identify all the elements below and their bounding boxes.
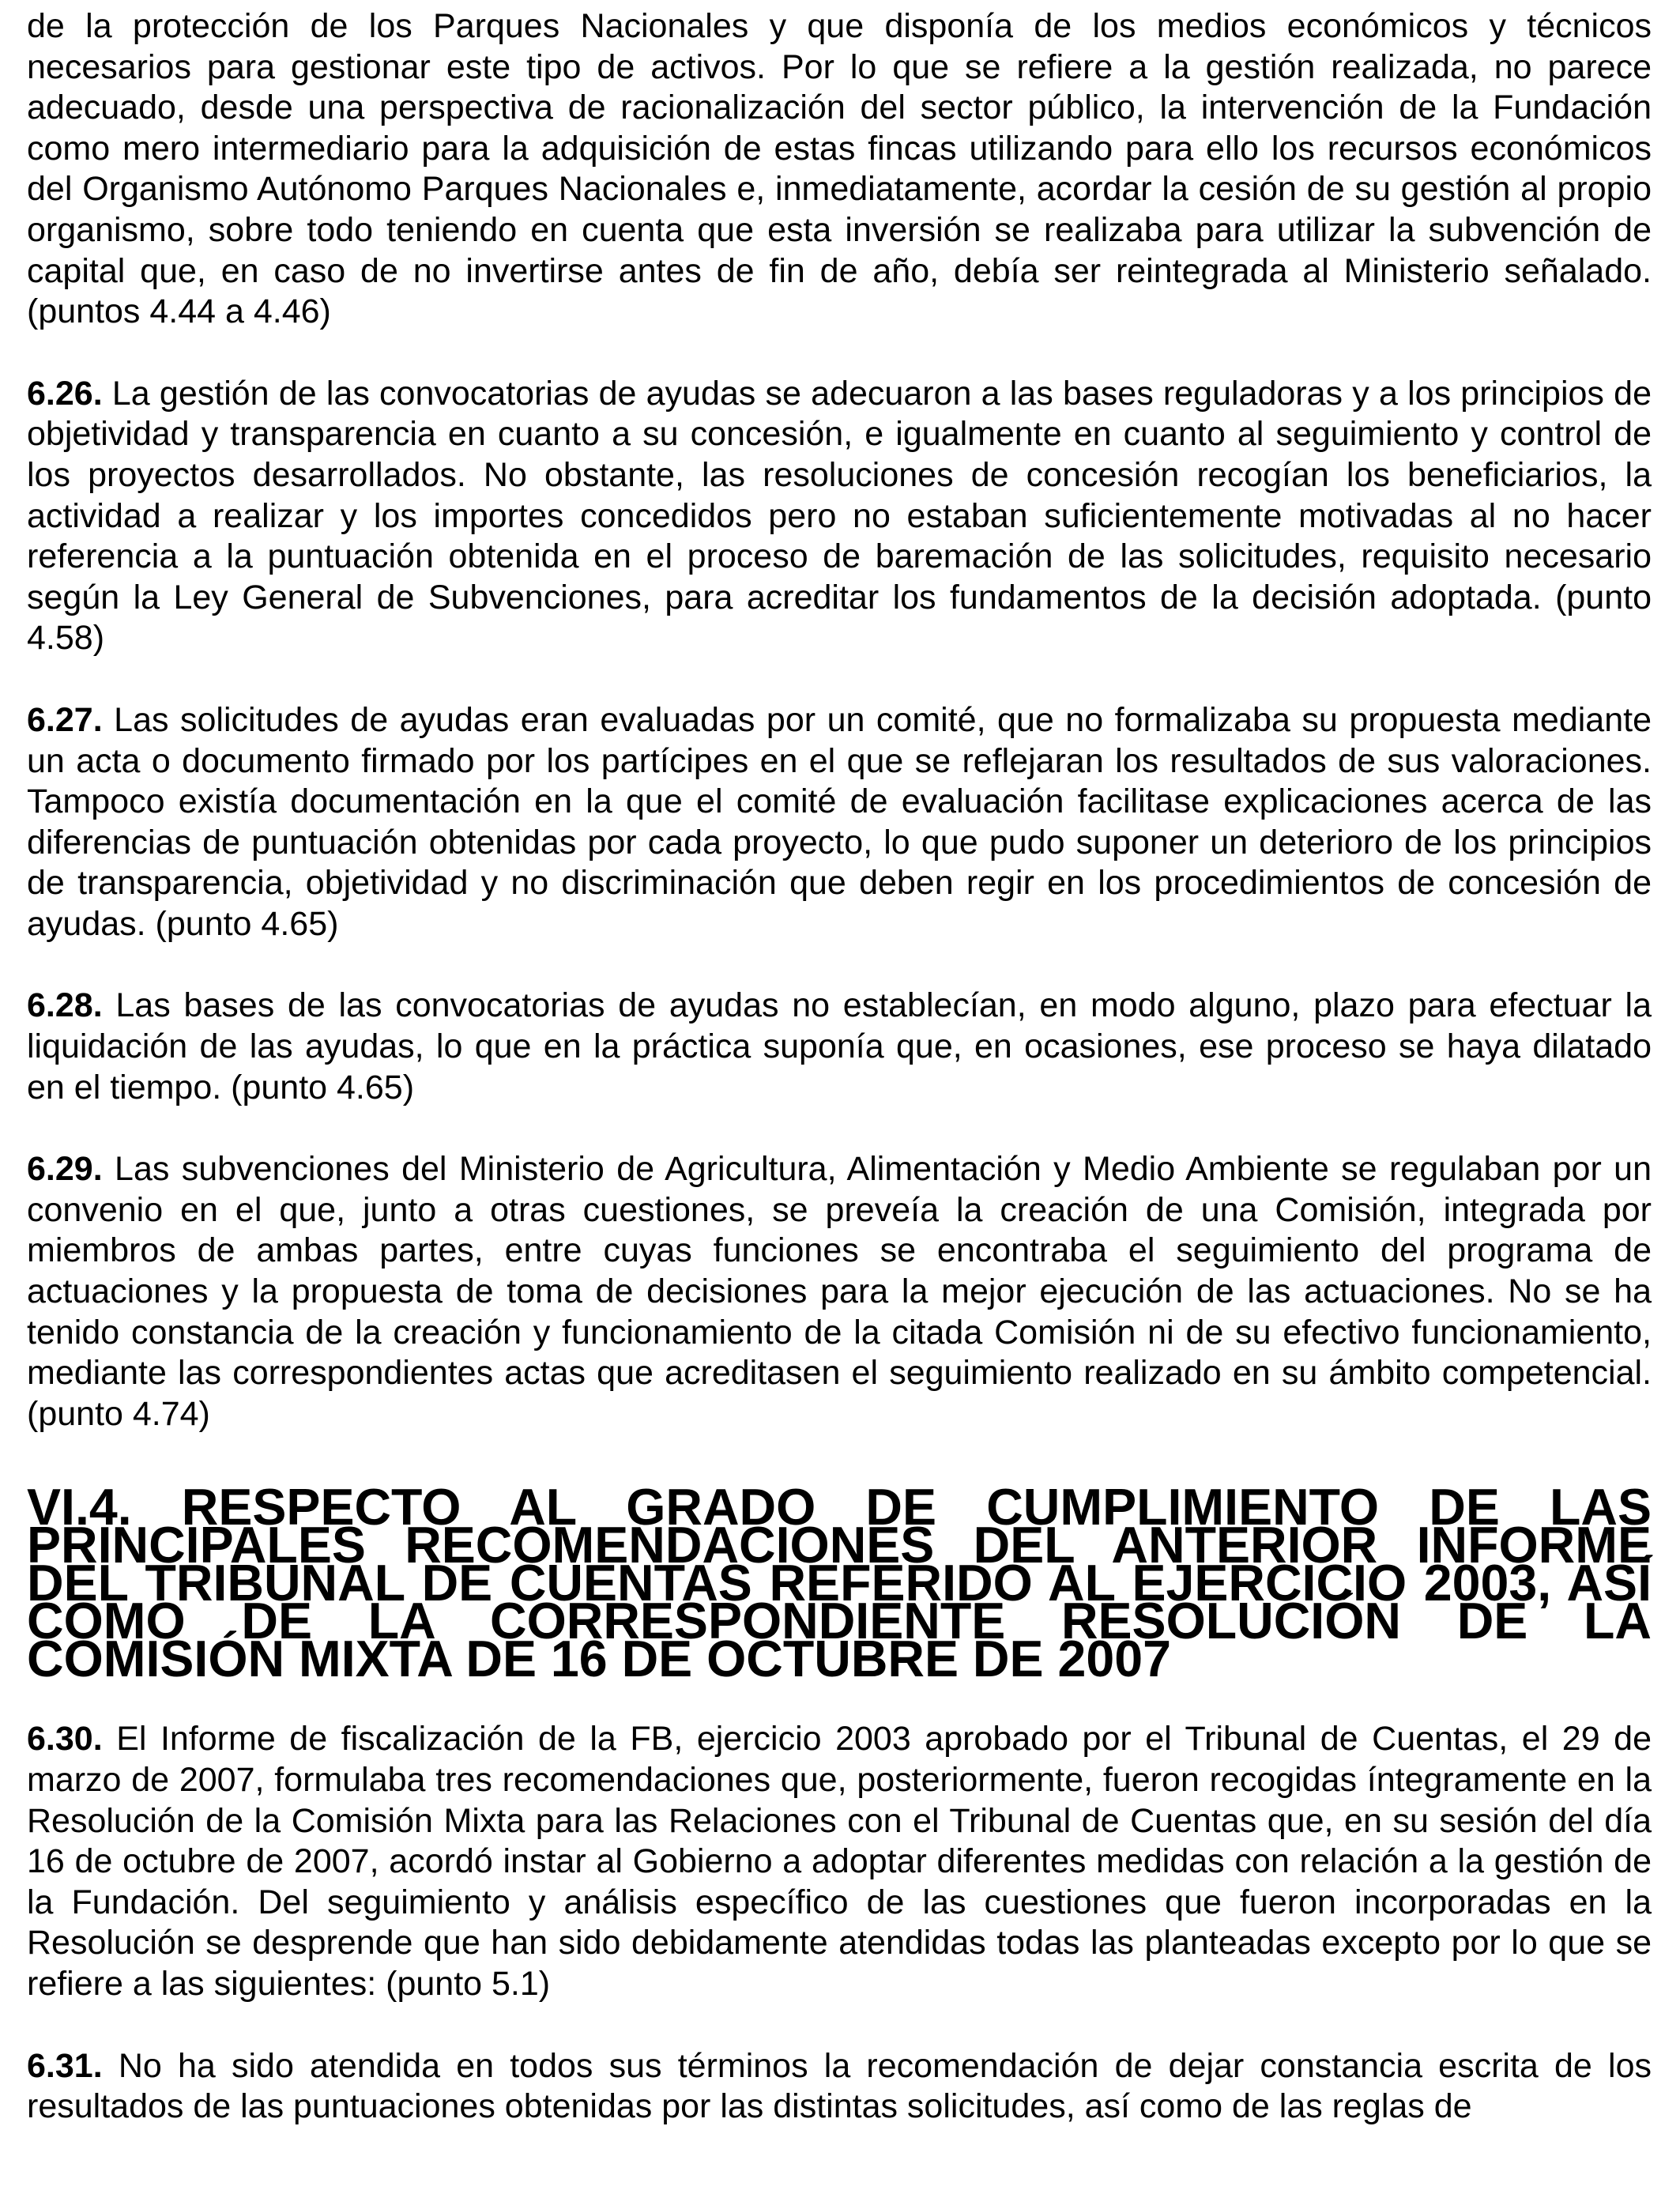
- paragraph-6-27: [27, 700, 1652, 945]
- paragraph-text: La gestión de las convocatorias de ayudas se adecuaron a las bases reguladoras y a los principios de objetividad y transparencia en cuanto a su concesión, e igualmente en cuanto al seguimiento y control de los proyectos desarrollados. No obstante, las resoluciones de concesión recogían los beneficiarios, la actividad a realizar y los importes concedidos pero no estaban suficientemente motivadas al no hacer referencia a la puntuación obtenida en el proceso de baremación de las solicitudes, requisito necesario según la Ley General de Subvenciones, para acreditar los fundamentos de la decisión adoptada. (punto 4.58): [27, 374, 1652, 658]
- paragraph-6-29: [27, 1149, 1652, 1434]
- paragraph-text: Las solicitudes de ayudas eran evaluadas por un comité, que no formalizaba su propuesta mediante un acta o documento firmado por los partícipes en el que se reflejaran los resultados de sus valoraciones. Tampoco existía documentación en la que el comité de evaluación facilitase explicaciones acerca de las diferencias de puntuación obtenidas por cada proyecto, lo que pudo suponer un deterioro de los principios de transparencia, objetividad y no discriminación que deben regir en los procedimientos de concesión de ayudas. (punto 4.65): [27, 700, 1652, 943]
- paragraph-number: 6.29.: [27, 1150, 103, 1189]
- paragraph-number: 6.26.: [27, 374, 103, 413]
- paragraph-6-30: [27, 1719, 1652, 2004]
- paragraph-text: El Informe de fiscalización de la FB, ejercicio 2003 aprobado por el Tribunal de Cuentas, el 29 de marzo de 2007, formulaba tres recomendaciones que, posteriormente, fueron recogidas íntegramente en la Resolución de la Comisión Mixta para las Relaciones con el Tribunal de Cuentas que, en su sesión del día 16 de octubre de 2007, acordó instar al Gobierno a adoptar diferentes medidas con relación a la gestión de la Fundación. Del seguimiento y análisis específico de las cuestiones que fueron incorporadas en la Resolución se desprende que han sido debidamente atendidas todas las planteadas excepto por lo que se refiere a las siguientes: (punto 5.1): [27, 1720, 1652, 2003]
- paragraph-number: 6.28.: [27, 986, 103, 1025]
- paragraph-number: 6.27.: [27, 700, 103, 739]
- paragraph-text: No ha sido atendida en todos sus términos la recomendación de dejar constancia escrita de los resultados de las puntuaciones obtenidas por las distintas solicitudes, así como de las reglas de: [27, 2046, 1652, 2126]
- paragraph-text: Las bases de las convocatorias de ayudas no establecían, en modo alguno, plazo para efectuar la liquidación de las ayudas, lo que en la práctica suponía que, en ocasiones, ese proceso se haya dilatado en el tiempo. (punto 4.65): [27, 986, 1652, 1106]
- paragraph-6-31: [27, 2046, 1652, 2128]
- paragraph-6-26: [27, 374, 1652, 659]
- paragraph-6-28: [27, 986, 1652, 1108]
- document-page: [27, 6, 1652, 2128]
- section-heading: VI.4. RESPECTO AL GRADO DE CUMPLIMIENTO DE LAS PRINCIPALES RECOMENDACIONES DEL ANTERIOR INFORME DEL TRIBUNAL DE CUENTAS REFERIDO AL EJERCICIO 2003, ASÍ COMO DE LA CORRESPONDIENTE RESOLUCIÓN DE LA COMISIÓN MIXTA DE 16 DE OCTUBRE DE 2007: [27, 1479, 1652, 1688]
- paragraph-text: Las subvenciones del Ministerio de Agricultura, Alimentación y Medio Ambiente se regulaban por un convenio en el que, junto a otras cuestiones, se preveía la creación de una Comisión, integrada por miembros de ambas partes, entre cuyas funciones se encontraba el seguimiento del programa de actuaciones y la propuesta de toma de decisiones para la mejor ejecución de las actuaciones. No se ha tenido constancia de la creación y funcionamiento de la citada Comisión ni de su efectivo funcionamiento, mediante las correspondientes actas que acreditasen el seguimiento realizado en su ámbito competencial. (punto 4.74): [27, 1150, 1652, 1433]
- paragraph-number: 6.31.: [27, 2046, 103, 2085]
- paragraph-number: 6.30.: [27, 1720, 103, 1759]
- intro-paragraph: de la protección de los Parques Nacionales y que disponía de los medios económicos y técnicos necesarios para gestionar este tipo de activos. Por lo que se refiere a la gestión realizada, no parece adecuado, desde una perspectiva de racionalización del sector público, la intervención de la Fundación como mero intermediario para la adquisición de estas fincas utilizando para ello los recursos económicos del Organismo Autónomo Parques Nacionales e, inmediatamente, acordar la cesión de su gestión al propio organismo, sobre todo teniendo en cuenta que esta inversión se realizaba para utilizar la subvención de capital que, en caso de no invertirse antes de fin de año, debía ser reintegrada al Ministerio señalado. (puntos 4.44 a 4.46): [27, 7, 1652, 331]
